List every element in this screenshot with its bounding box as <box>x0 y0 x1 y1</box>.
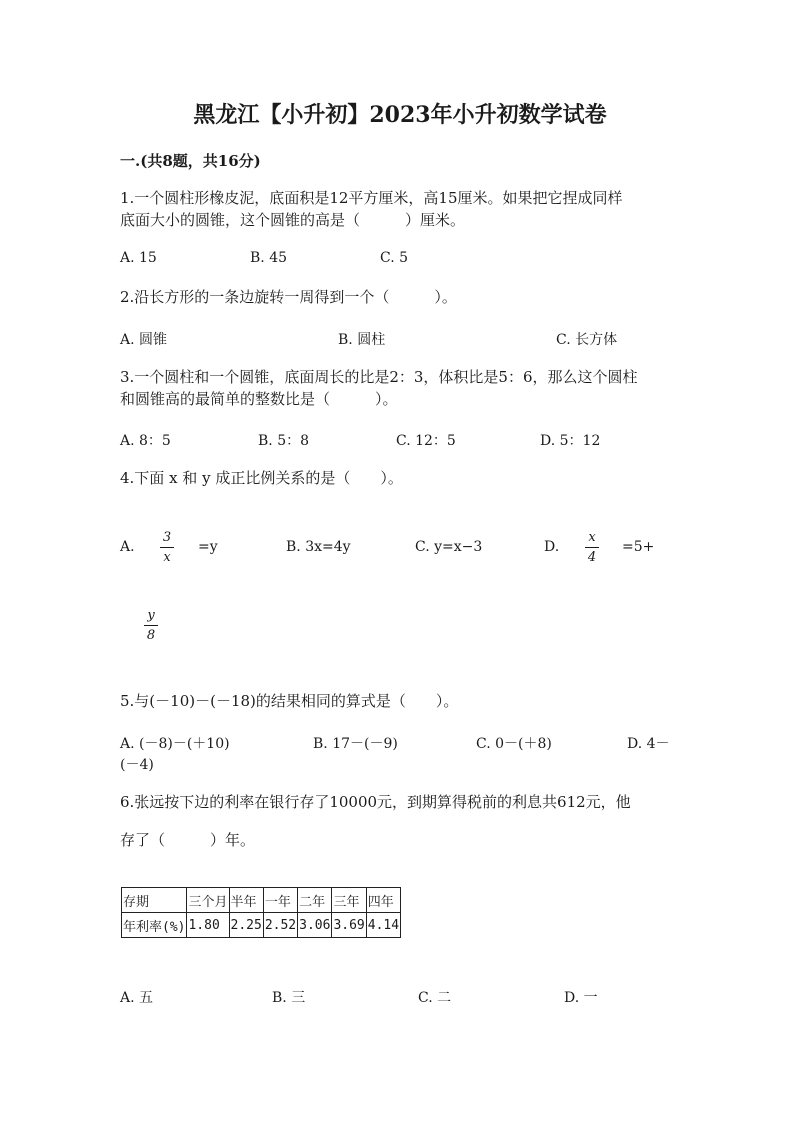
question-5-line-1: 5.与(－10)－(－18)的结果相同的算式是（ ）。 <box>120 692 459 710</box>
fraction-numerator: 3 <box>162 530 172 545</box>
question-4-option-a-rest: =y <box>198 539 218 555</box>
table-cell: 年利率(%) <box>122 913 187 938</box>
table-header-row <box>122 888 401 913</box>
table-cell: 2.52 <box>263 913 297 938</box>
table-cell: 4.14 <box>366 913 400 938</box>
question-5-option-d: D. 4－ <box>627 736 670 752</box>
question-1-option-c: C. 5 <box>380 250 409 266</box>
table-cell: 2.25 <box>229 913 263 938</box>
question-1-option-a: A. 15 <box>120 250 157 266</box>
table-header-cell: 三个月 <box>187 888 229 913</box>
fraction-bar <box>144 625 158 626</box>
question-2-line-1: 2.沿长方形的一条边旋转一周得到一个（ ）。 <box>120 288 457 306</box>
question-6-option-d: D. 一 <box>564 990 598 1006</box>
question-4-line-1: 4.下面 x 和 y 成正比例关系的是（ ）。 <box>120 469 403 487</box>
question-6-option-b: B. 三 <box>272 990 306 1006</box>
question-4-option-d-rest: =5+ <box>622 539 655 555</box>
question-4-option-a-fraction <box>160 530 174 565</box>
question-4-option-d-fraction-2 <box>144 608 158 643</box>
question-3-line-1: 3.一个圆柱和一个圆锥，底面周长的比是2：3，体积比是5：6，那么这个圆柱 <box>120 368 638 386</box>
question-6-option-a: A. 五 <box>120 990 154 1006</box>
table-header-cell: 四年 <box>366 888 400 913</box>
question-6-line-1: 6.张远按下边的利率在银行存了10000元，到期算得税前的利息共612元，他 <box>120 793 631 811</box>
question-4-option-c: C. y=x−3 <box>415 539 483 555</box>
question-4-option-d-label: D. <box>544 539 560 555</box>
fraction-denominator: 8 <box>146 628 156 643</box>
table-header-cell: 二年 <box>298 888 332 913</box>
question-5-option-c: C. 0－(＋8) <box>476 736 552 752</box>
question-3-option-b: B. 5：8 <box>258 433 310 449</box>
question-5-option-d-continued: (－4) <box>120 757 154 773</box>
fraction-numerator: y <box>147 608 155 623</box>
page-title: 黑龙江【小升初】2023年小升初数学试卷 <box>193 102 607 128</box>
question-5-option-b: B. 17－(－9) <box>313 736 398 752</box>
fraction-bar <box>160 547 174 548</box>
table-row <box>122 913 401 938</box>
question-6-line-2: 存了（ ）年。 <box>120 831 256 849</box>
interest-rate-table <box>121 887 401 938</box>
question-4-option-a-label: A. <box>120 539 135 555</box>
question-3-option-d: D. 5：12 <box>540 433 601 449</box>
table-cell: 3.69 <box>332 913 366 938</box>
question-1-option-b: B. 45 <box>250 250 288 266</box>
fraction-bar <box>585 547 599 548</box>
question-2-option-b: B. 圆柱 <box>338 332 386 348</box>
question-1-line-1: 1.一个圆柱形橡皮泥，底面积是12平方厘米，高15厘米。如果把它捏成同样 <box>120 189 623 207</box>
question-4-option-b: B. 3x=4y <box>286 539 351 555</box>
question-5-option-a: A. (－8)－(＋10) <box>120 736 230 752</box>
fraction-numerator: x <box>588 530 596 545</box>
table-header-cell: 一年 <box>263 888 297 913</box>
table-cell: 3.06 <box>298 913 332 938</box>
fraction-denominator: x <box>163 550 171 565</box>
question-2-option-a: A. 圆锥 <box>120 332 168 348</box>
fraction-denominator: 4 <box>587 550 597 565</box>
question-3-option-a: A. 8：5 <box>120 433 171 449</box>
table-header-cell: 存期 <box>122 888 187 913</box>
table-header-cell: 半年 <box>229 888 263 913</box>
question-6-option-c: C. 二 <box>418 990 452 1006</box>
question-3-line-2: 和圆锥高的最简单的整数比是（ ）。 <box>120 390 398 408</box>
question-1-line-2: 底面大小的圆锥，这个圆锥的高是（ ）厘米。 <box>120 211 466 229</box>
question-3-option-c: C. 12：5 <box>396 433 456 449</box>
question-4-option-d-fraction <box>585 530 599 565</box>
question-2-option-c: C. 长方体 <box>556 332 618 348</box>
section-heading: 一.(共8题，共16分) <box>120 152 261 170</box>
table-header-cell: 三年 <box>332 888 366 913</box>
table-cell: 1.80 <box>187 913 229 938</box>
